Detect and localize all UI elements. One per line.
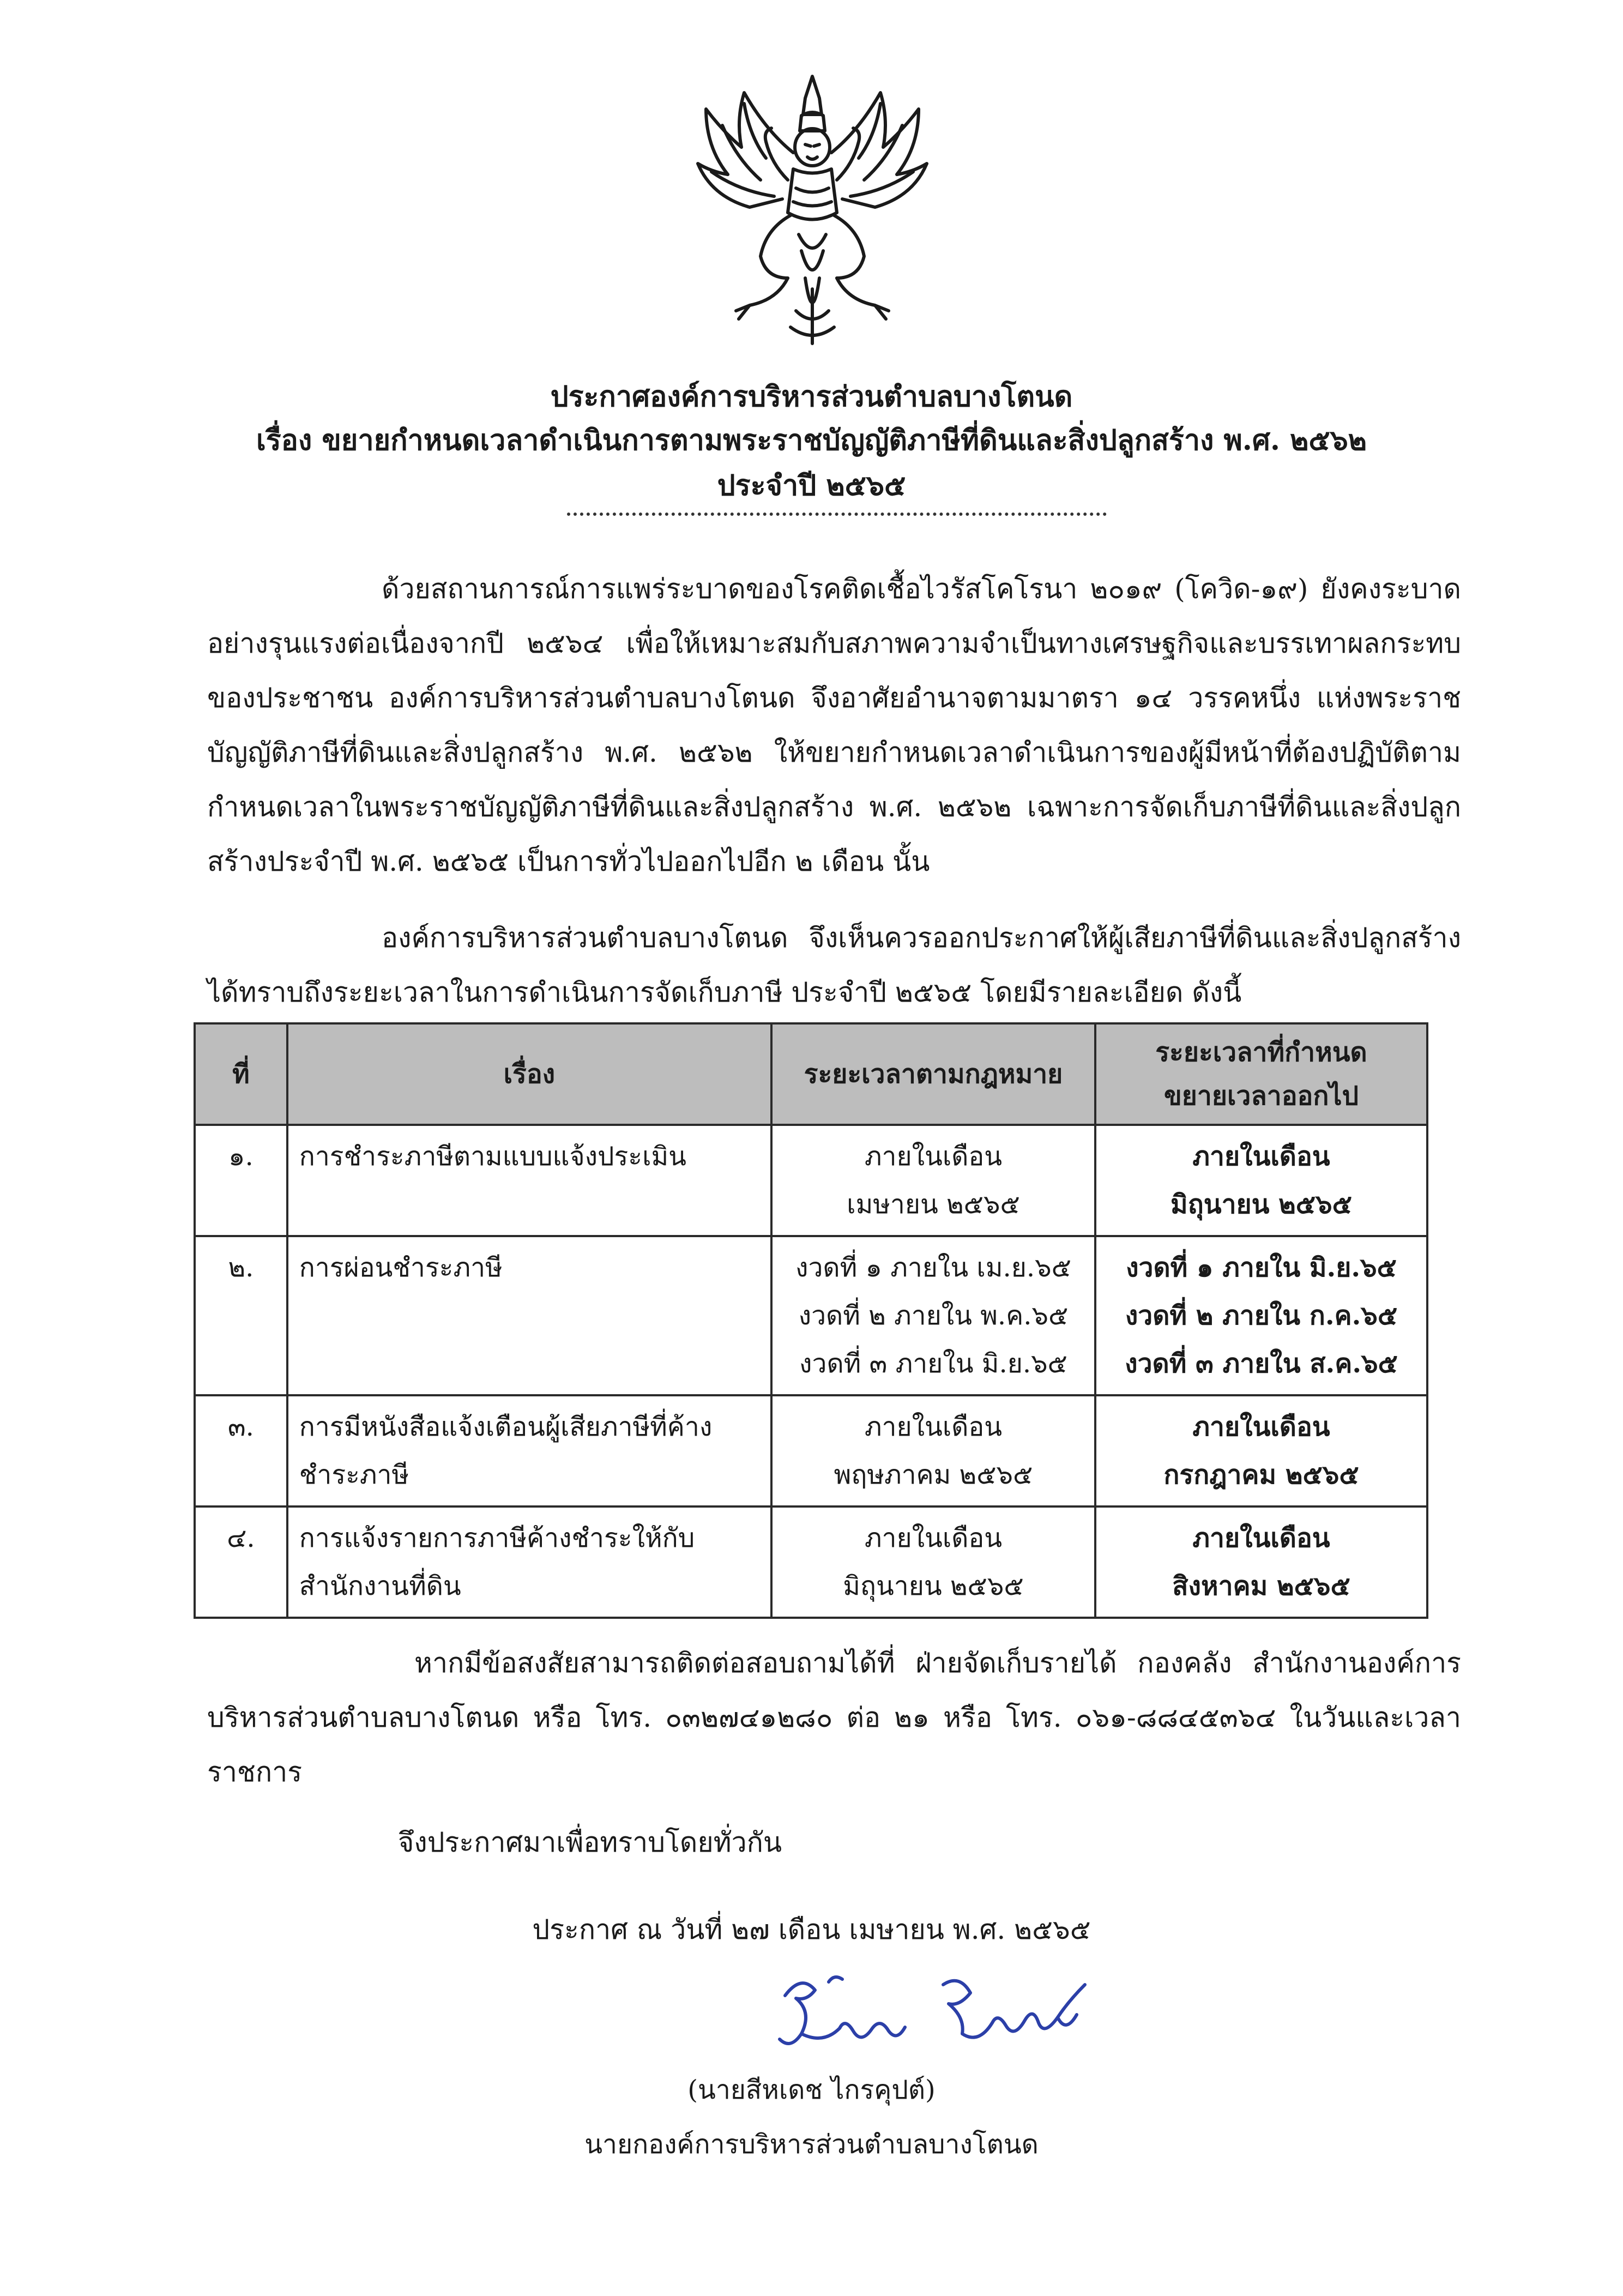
row-number: ๓. bbox=[195, 1395, 287, 1506]
row-subject bbox=[287, 1506, 771, 1618]
row-legal-period bbox=[771, 1506, 1095, 1618]
handwritten-signature bbox=[763, 1963, 1101, 2066]
row-extended-line: มิถุนายน ๒๕๖๕ bbox=[1171, 1189, 1352, 1220]
body-paragraph-1: ด้วยสถานการณ์การแพร่ระบาดของโรคติดเชื้อไวรัสโคโรนา ๒๐๑๙ (โควิด-๑๙) ยังคงระบาดอย่างรุนแรงต่อเนื่องจากปี ๒๕๖๔ เพื่อให้เหมาะสมกับสภาพความจำเป็นทางเศรษฐกิจและบรรเทาผลกระทบของประชาชน องค์การบริหารส่วนตำบลบางโตนด จึงอาศัยอำนาจตามมาตรา ๑๔ วรรคหนึ่ง แห่งพระราชบัญญัติภาษีที่ดินและสิ่งปลูกสร้าง พ.ศ. ๒๕๖๒ ให้ขยายกำหนดเวลาดำเนินการของผู้มีหน้าที่ต้องปฏิบัติตามกำหนดเวลาในพระราชบัญญัติภาษีที่ดินและสิ่งปลูกสร้าง พ.ศ. ๒๕๖๒ เฉพาะการจัดเก็บภาษีที่ดินและสิ่งปลูกสร้างประจำปี พ.ศ. ๒๕๖๕ เป็นการทั่วไปออกไปอีก ๒ เดือน นั้น bbox=[207, 573, 1461, 877]
table-row bbox=[195, 1236, 1427, 1395]
row-subject-line: ชำระภาษี bbox=[299, 1460, 409, 1490]
row-number: ๔. bbox=[195, 1506, 287, 1618]
row-extended-period bbox=[1095, 1506, 1427, 1618]
row-legal-line: งวดที่ ๑ ภายใน เม.ย.๖๕ bbox=[795, 1252, 1071, 1283]
row-extended-line: ภายในเดือน bbox=[1192, 1141, 1330, 1172]
announcement-title: ประกาศองค์การบริหารส่วนตำบลบางโตนด bbox=[550, 380, 1073, 413]
table-row bbox=[195, 1506, 1427, 1618]
row-extended-period bbox=[1095, 1236, 1427, 1395]
row-subject-line: การชำระภาษีตามแบบแจ้งประเมิน bbox=[299, 1141, 686, 1172]
header-no: ที่ bbox=[195, 1023, 287, 1125]
row-subject-line: การผ่อนชำระภาษี bbox=[299, 1252, 503, 1283]
row-subject-line: สำนักงานที่ดิน bbox=[299, 1571, 461, 1601]
row-legal-period bbox=[771, 1236, 1095, 1395]
row-extended-line: งวดที่ ๑ ภายใน มิ.ย.๖๕ bbox=[1126, 1252, 1397, 1283]
row-extended-line: งวดที่ ๓ ภายใน ส.ค.๖๕ bbox=[1125, 1348, 1398, 1379]
table-row bbox=[195, 1125, 1427, 1236]
body-paragraph-2: องค์การบริหารส่วนตำบลบางโตนด จึงเห็นควรออกประกาศให้ผู้เสียภาษีที่ดินและสิ่งปลูกสร้าง ได้ทราบถึงระยะเวลาในการดำเนินการจัดเก็บภาษี ประจำปี ๒๕๖๕ โดยมีรายละเอียด ดังนี้ bbox=[207, 922, 1461, 1008]
row-extended-line: ภายในเดือน bbox=[1192, 1412, 1330, 1442]
contact-paragraph: หากมีข้อสงสัยสามารถติดต่อสอบถามได้ที่ ฝ่ายจัดเก็บรายได้ กองคลัง สำนักงานองค์การบริหารส่วนตำบลบางโตนด หรือ โทร. ๐๓๒๗๔๑๒๘๐ ต่อ ๒๑ หรือ โทร. ๐๖๑-๘๘๔๕๓๖๔ ในวันและเวลาราชการ bbox=[207, 1647, 1461, 1788]
row-extended-period bbox=[1095, 1125, 1427, 1236]
row-legal-line: ภายในเดือน bbox=[864, 1412, 1003, 1442]
row-subject bbox=[287, 1395, 771, 1506]
garuda-emblem-icon bbox=[684, 71, 940, 349]
row-subject bbox=[287, 1125, 771, 1236]
header-legal-period: ระยะเวลาตามกฎหมาย bbox=[771, 1023, 1095, 1125]
signer-name: (นายสีหเดช ไกรคุปต์) bbox=[687, 2075, 936, 2105]
row-legal-period bbox=[771, 1395, 1095, 1506]
row-subject bbox=[287, 1236, 771, 1395]
dotted-divider bbox=[567, 513, 1107, 516]
row-extended-line: กรกฎาคม ๒๕๖๕ bbox=[1163, 1460, 1359, 1490]
row-legal-period bbox=[771, 1125, 1095, 1236]
announcement-subject: เรื่อง ขยายกำหนดเวลาดำเนินการตามพระราชบัญญัติภาษีที่ดินและสิ่งปลูกสร้าง พ.ศ. ๒๕๖๒ bbox=[256, 424, 1367, 457]
announcement-year: ประจำปี ๒๕๖๕ bbox=[717, 469, 906, 502]
header-extended-period bbox=[1095, 1023, 1427, 1125]
tax-schedule-table bbox=[194, 1022, 1428, 1619]
signer-title: นายกองค์การบริหารส่วนตำบลบางโตนด bbox=[584, 2129, 1039, 2160]
row-legal-line: มิถุนายน ๒๕๖๕ bbox=[843, 1571, 1024, 1601]
row-subject-line: การแจ้งรายการภาษีค้างชำระให้กับ bbox=[299, 1523, 695, 1553]
header-extended-line-1: ระยะเวลาที่กำหนด bbox=[1155, 1037, 1367, 1068]
table-row bbox=[195, 1395, 1427, 1506]
row-legal-line: งวดที่ ๓ ภายใน มิ.ย.๖๕ bbox=[799, 1348, 1067, 1379]
announcement-date: ประกาศ ณ วันที่ ๒๗ เดือน เมษายน พ.ศ. ๒๕๖๕ bbox=[532, 1914, 1091, 1945]
announce-line: จึงประกาศมาเพื่อทราบโดยทั่วกัน bbox=[398, 1827, 782, 1858]
header-extended-line-2: ขยายเวลาออกไป bbox=[1163, 1081, 1359, 1111]
row-extended-line: งวดที่ ๒ ภายใน ก.ค.๖๕ bbox=[1125, 1300, 1398, 1331]
row-legal-line: งวดที่ ๒ ภายใน พ.ค.๖๕ bbox=[798, 1300, 1069, 1331]
row-extended-line: สิงหาคม ๒๕๖๕ bbox=[1172, 1571, 1350, 1601]
row-number: ๒. bbox=[195, 1236, 287, 1395]
row-legal-line: เมษายน ๒๕๖๕ bbox=[847, 1189, 1020, 1220]
row-legal-line: ภายในเดือน bbox=[864, 1523, 1003, 1553]
header-subject: เรื่อง bbox=[287, 1023, 771, 1125]
row-legal-line: ภายในเดือน bbox=[864, 1141, 1003, 1172]
row-extended-line: ภายในเดือน bbox=[1192, 1523, 1330, 1553]
row-subject-line: การมีหนังสือแจ้งเตือนผู้เสียภาษีที่ค้าง bbox=[299, 1412, 713, 1442]
row-legal-line: พฤษภาคม ๒๕๖๕ bbox=[834, 1460, 1033, 1490]
table-header-row bbox=[195, 1023, 1427, 1125]
row-extended-period bbox=[1095, 1395, 1427, 1506]
row-number: ๑. bbox=[195, 1125, 287, 1236]
